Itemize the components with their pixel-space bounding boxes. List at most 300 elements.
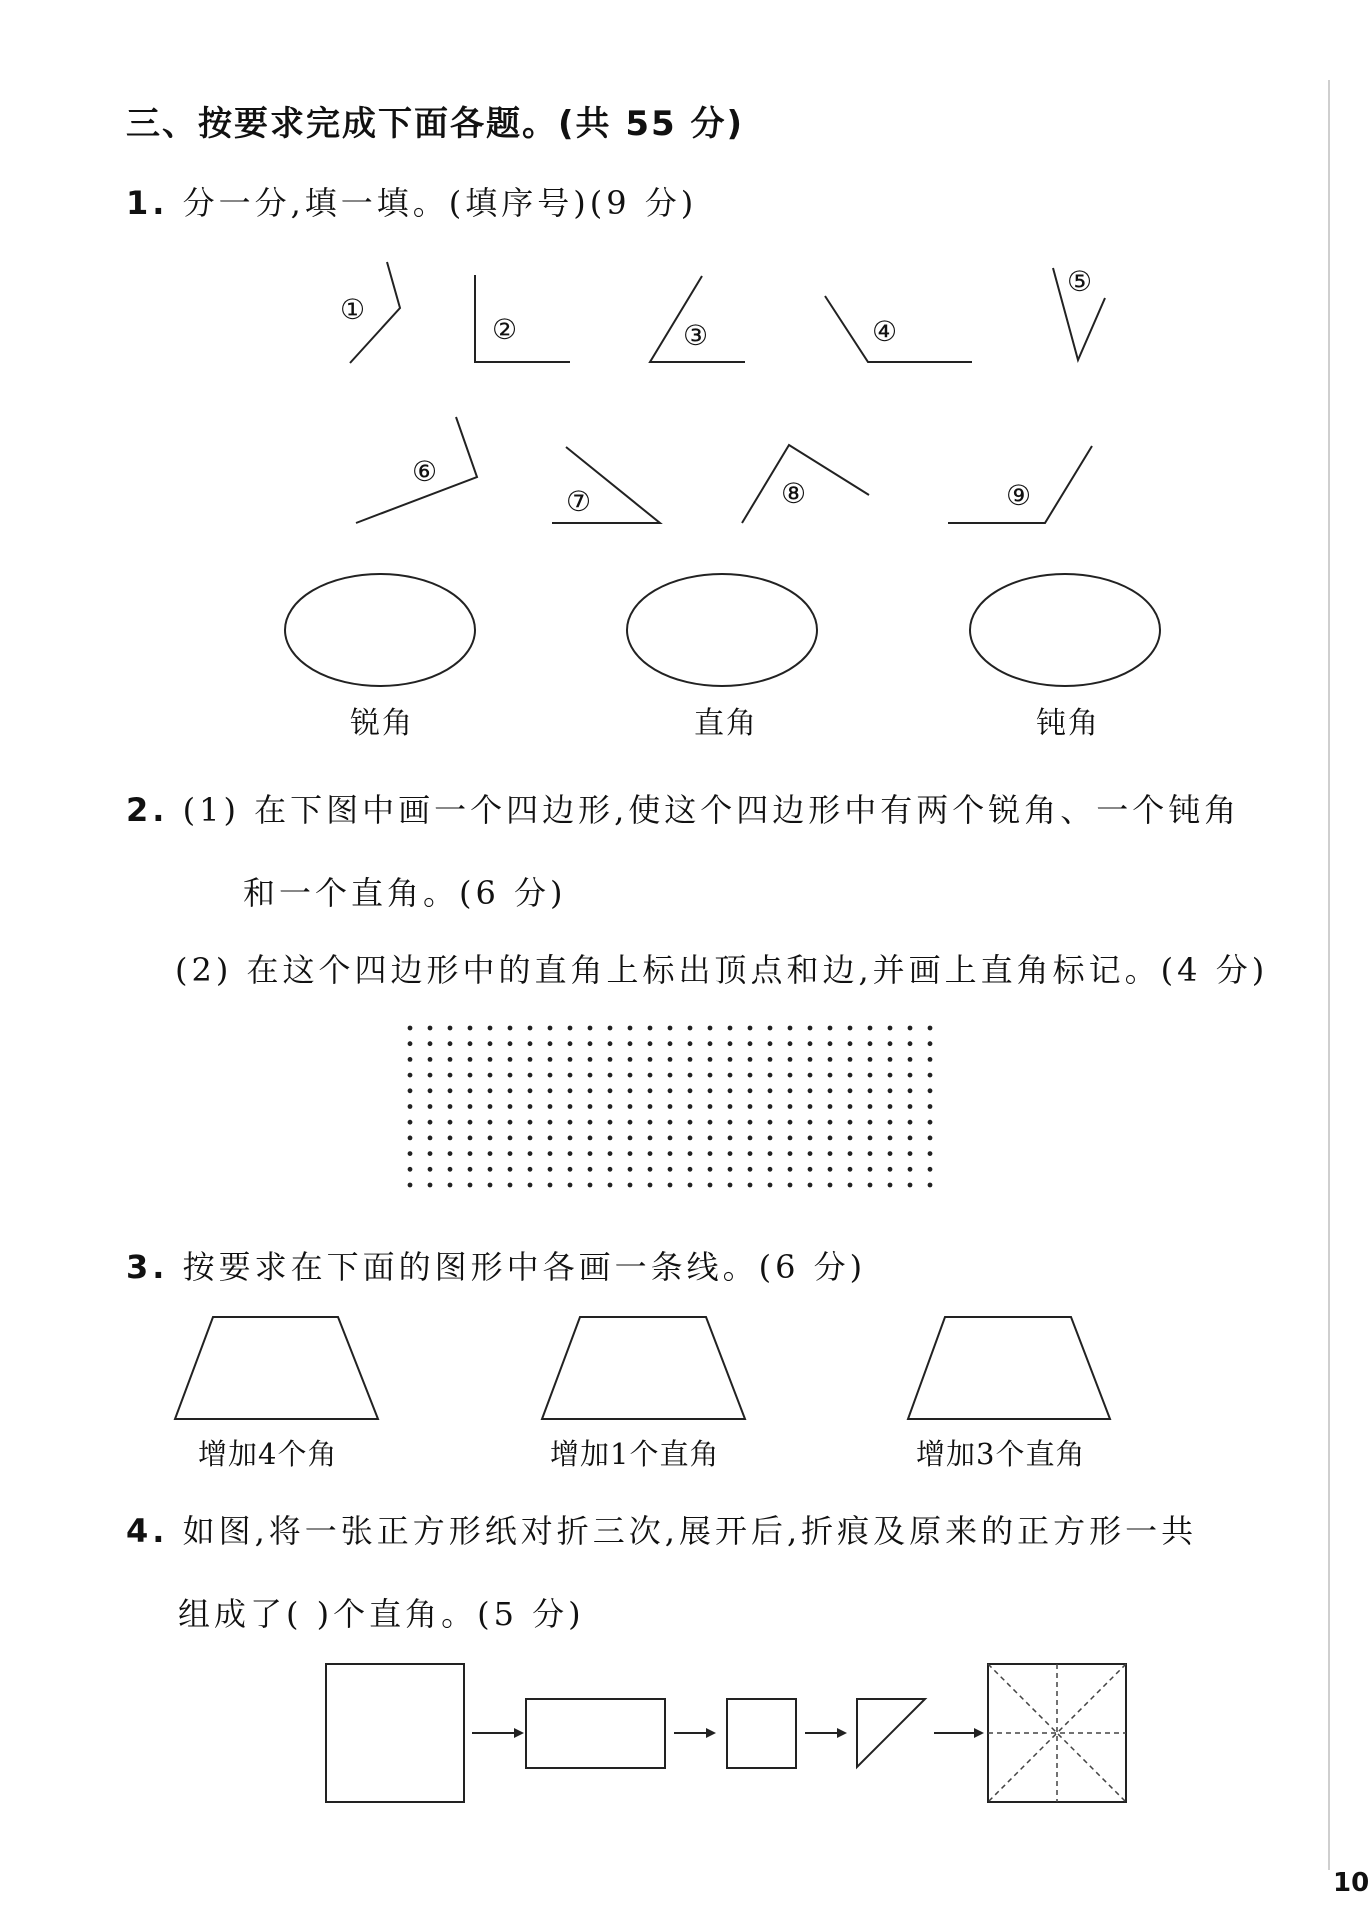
grid-dot (628, 1167, 633, 1172)
grid-dot (768, 1057, 773, 1062)
label-right-angle: 直角 (694, 706, 758, 741)
grid-dot (688, 1183, 693, 1188)
grid-dot (668, 1026, 673, 1031)
grid-dot (488, 1073, 493, 1078)
grid-dot (508, 1167, 513, 1172)
grid-dot (648, 1183, 653, 1188)
grid-dot (628, 1136, 633, 1141)
grid-dot (648, 1088, 653, 1093)
grid-dot (908, 1183, 913, 1188)
grid-dot (428, 1136, 433, 1141)
grid-dot (928, 1088, 933, 1093)
grid-dot (868, 1151, 873, 1156)
grid-dot (488, 1041, 493, 1046)
grid-dot (588, 1104, 593, 1109)
grid-dot (748, 1183, 753, 1188)
grid-dot (768, 1041, 773, 1046)
grid-dot (868, 1136, 873, 1141)
grid-dot (868, 1057, 873, 1062)
grid-dot (908, 1057, 913, 1062)
arrow-icon (674, 1728, 716, 1738)
grid-dot (628, 1026, 633, 1031)
question-2-line-2: 和一个直角。(6 分) (243, 874, 567, 912)
grid-dot (768, 1104, 773, 1109)
grid-dot (408, 1041, 413, 1046)
grid-dot (688, 1104, 693, 1109)
grid-dot (408, 1136, 413, 1141)
grid-dot (508, 1183, 513, 1188)
grid-dot (548, 1073, 553, 1078)
grid-dot (568, 1151, 573, 1156)
grid-dot (608, 1120, 613, 1125)
angle-label-3: ③ (683, 319, 709, 352)
grid-dot (888, 1120, 893, 1125)
grid-dot (608, 1026, 613, 1031)
grid-dot (768, 1151, 773, 1156)
grid-dot (468, 1120, 473, 1125)
grid-dot (708, 1104, 713, 1109)
trapezoid-3[interactable] (908, 1317, 1110, 1419)
grid-dot (488, 1026, 493, 1031)
angle-label-5: ⑤ (1067, 265, 1093, 298)
grid-dot (728, 1151, 733, 1156)
grid-dot (588, 1073, 593, 1078)
grid-dot (668, 1073, 673, 1078)
grid-dot (628, 1073, 633, 1078)
grid-dot (828, 1073, 833, 1078)
grid-dot (708, 1151, 713, 1156)
page-number: 10 (1333, 1868, 1369, 1898)
grid-dot (608, 1041, 613, 1046)
grid-dot (848, 1057, 853, 1062)
grid-dot (468, 1183, 473, 1188)
grid-dot (808, 1136, 813, 1141)
grid-dot (728, 1120, 733, 1125)
grid-dot (788, 1120, 793, 1125)
grid-dot (928, 1057, 933, 1062)
grid-dot (668, 1167, 673, 1172)
grid-dot (468, 1136, 473, 1141)
grid-dot (848, 1183, 853, 1188)
grid-dot (508, 1057, 513, 1062)
grid-dot (528, 1120, 533, 1125)
grid-dot (448, 1057, 453, 1062)
grid-dot (528, 1026, 533, 1031)
caption-trapezoid-3: 增加3个直角 (916, 1437, 1086, 1471)
grid-dot (628, 1057, 633, 1062)
grid-dot (628, 1151, 633, 1156)
grid-dot (528, 1183, 533, 1188)
grid-dot (828, 1120, 833, 1125)
grid-dot (648, 1041, 653, 1046)
grid-dot (888, 1136, 893, 1141)
trapezoid-1[interactable] (175, 1317, 378, 1419)
grid-dot (668, 1088, 673, 1093)
grid-dot (888, 1041, 893, 1046)
grid-dot (688, 1026, 693, 1031)
grid-dot (408, 1073, 413, 1078)
grid-dot (648, 1151, 653, 1156)
angle-label-4: ④ (872, 315, 898, 348)
grid-dot (908, 1104, 913, 1109)
grid-dot (868, 1167, 873, 1172)
grid-dot (708, 1183, 713, 1188)
grid-dot (508, 1041, 513, 1046)
grid-dot (548, 1104, 553, 1109)
grid-dot (548, 1057, 553, 1062)
grid-dot (688, 1041, 693, 1046)
grid-dot (868, 1041, 873, 1046)
grid-dot (588, 1151, 593, 1156)
grid-dot (848, 1026, 853, 1031)
grid-dot (408, 1183, 413, 1188)
grid-dot (648, 1026, 653, 1031)
caption-trapezoid-2: 增加1个直角 (550, 1437, 720, 1471)
grid-dot (728, 1088, 733, 1093)
grid-dot (528, 1041, 533, 1046)
grid-dot (928, 1167, 933, 1172)
fold-step-small-square (727, 1699, 796, 1768)
grid-dot (848, 1151, 853, 1156)
grid-dot (908, 1041, 913, 1046)
grid-dot (768, 1120, 773, 1125)
grid-dot (648, 1057, 653, 1062)
grid-dot (668, 1136, 673, 1141)
grid-dot (828, 1026, 833, 1031)
grid-dot (868, 1026, 873, 1031)
grid-dot (648, 1104, 653, 1109)
grid-dot (928, 1183, 933, 1188)
question-2-part-2: (2) 在这个四边形中的直角上标出顶点和边,并画上直角标记。(4 分) (175, 951, 1269, 989)
question-1-text: 分一分,填一填。(填序号)(9 分) (182, 184, 698, 222)
grid-dot (448, 1183, 453, 1188)
grid-dot (708, 1041, 713, 1046)
question-4-line-2[interactable]: 组成了( )个直角。(5 分) (178, 1595, 585, 1633)
grid-dot (728, 1026, 733, 1031)
question-3 (126, 1242, 866, 1288)
grid-dot (488, 1167, 493, 1172)
grid-dot (768, 1088, 773, 1093)
grid-dot (428, 1183, 433, 1188)
grid-dot (408, 1104, 413, 1109)
grid-dot (528, 1151, 533, 1156)
grid-dot (588, 1167, 593, 1172)
grid-dot (428, 1167, 433, 1172)
grid-dot (608, 1183, 613, 1188)
grid-dot (728, 1073, 733, 1078)
angle-label-2: ② (492, 313, 518, 346)
grid-dot (608, 1136, 613, 1141)
grid-dot (888, 1073, 893, 1078)
grid-dot (548, 1167, 553, 1172)
unfolded-square (988, 1664, 1126, 1802)
grid-dot (728, 1183, 733, 1188)
grid-dot (468, 1026, 473, 1031)
obtuse-angle-oval[interactable] (970, 574, 1160, 686)
grid-dot (508, 1073, 513, 1078)
grid-dot (668, 1151, 673, 1156)
grid-dot (788, 1057, 793, 1062)
grid-dot (748, 1120, 753, 1125)
page-edge-divider (1328, 80, 1330, 1870)
grid-dot (468, 1041, 473, 1046)
grid-dot (448, 1026, 453, 1031)
caption-trapezoid-1: 增加4个角 (198, 1437, 338, 1471)
grid-dot (748, 1104, 753, 1109)
grid-dot (448, 1151, 453, 1156)
grid-dot (828, 1151, 833, 1156)
grid-dot (828, 1041, 833, 1046)
grid-dot (428, 1104, 433, 1109)
grid-dot (468, 1057, 473, 1062)
grid-dot (908, 1073, 913, 1078)
grid-dot (908, 1088, 913, 1093)
grid-dot (708, 1026, 713, 1031)
grid-dot (808, 1167, 813, 1172)
label-obtuse-angle: 钝角 (1036, 706, 1100, 741)
grid-dot (868, 1088, 873, 1093)
grid-dot (408, 1120, 413, 1125)
grid-dot (548, 1151, 553, 1156)
grid-dot (728, 1136, 733, 1141)
grid-dot (848, 1088, 853, 1093)
grid-dot (468, 1104, 473, 1109)
grid-dot (928, 1120, 933, 1125)
grid-dot (748, 1026, 753, 1031)
grid-dot (448, 1136, 453, 1141)
grid-dot (788, 1088, 793, 1093)
grid-dot (768, 1167, 773, 1172)
angle-label-9: ⑨ (1006, 479, 1032, 512)
grid-dot (768, 1026, 773, 1031)
grid-dot (808, 1073, 813, 1078)
question-2-part-1: (1) 在下图中画一个四边形,使这个四边形中有两个锐角、一个钝角 (182, 791, 1241, 829)
grid-dot (908, 1167, 913, 1172)
grid-dot (488, 1183, 493, 1188)
grid-dot (688, 1151, 693, 1156)
grid-dot (508, 1120, 513, 1125)
grid-dot (728, 1167, 733, 1172)
grid-dot (428, 1073, 433, 1078)
fold-step-rectangle (526, 1699, 665, 1768)
grid-dot (648, 1073, 653, 1078)
grid-dot (748, 1041, 753, 1046)
grid-dot (568, 1104, 573, 1109)
grid-dot (688, 1088, 693, 1093)
grid-dot (588, 1088, 593, 1093)
grid-dot (908, 1136, 913, 1141)
grid-dot (428, 1120, 433, 1125)
grid-dot (448, 1167, 453, 1172)
grid-dot (908, 1026, 913, 1031)
grid-dot (808, 1041, 813, 1046)
grid-dot (888, 1151, 893, 1156)
acute-angle-oval[interactable] (285, 574, 475, 686)
grid-dot (788, 1026, 793, 1031)
grid-dot (788, 1073, 793, 1078)
fold-step-square (326, 1664, 464, 1802)
grid-dot (928, 1104, 933, 1109)
grid-dot (508, 1026, 513, 1031)
grid-dot (528, 1167, 533, 1172)
grid-dot (408, 1167, 413, 1172)
grid-dot (428, 1088, 433, 1093)
grid-dot (788, 1183, 793, 1188)
section-title: 三、按要求完成下面各题。(共 55 分) (126, 104, 745, 144)
grid-dot (788, 1041, 793, 1046)
grid-dot (408, 1088, 413, 1093)
grid-dot (728, 1104, 733, 1109)
grid-dot (708, 1167, 713, 1172)
grid-dot (548, 1120, 553, 1125)
grid-dot (408, 1151, 413, 1156)
question-1-number: 1. (126, 184, 169, 222)
grid-dot (868, 1120, 873, 1125)
grid-dot (528, 1088, 533, 1093)
question-2-line-1 (126, 785, 1240, 831)
angle-label-7: ⑦ (566, 485, 592, 518)
grid-dot (908, 1151, 913, 1156)
grid-dot (528, 1104, 533, 1109)
grid-dot (648, 1167, 653, 1172)
grid-dot (668, 1104, 673, 1109)
grid-dot (848, 1104, 853, 1109)
grid-dot (848, 1073, 853, 1078)
grid-dot (588, 1183, 593, 1188)
grid-dot (628, 1041, 633, 1046)
grid-dot (568, 1088, 573, 1093)
angle-label-8: ⑧ (781, 477, 807, 510)
grid-dot (468, 1151, 473, 1156)
grid-dot (848, 1167, 853, 1172)
grid-dot (868, 1073, 873, 1078)
grid-dot (868, 1183, 873, 1188)
grid-dot (688, 1136, 693, 1141)
grid-dot (688, 1120, 693, 1125)
grid-dot (588, 1136, 593, 1141)
grid-dot (448, 1073, 453, 1078)
question-4-line-1 (126, 1506, 1197, 1552)
grid-dot (908, 1120, 913, 1125)
grid-dot (768, 1136, 773, 1141)
trapezoid-2[interactable] (542, 1317, 745, 1419)
grid-dot (508, 1136, 513, 1141)
dot-grid[interactable] (408, 1026, 933, 1188)
angle-label-6: ⑥ (412, 455, 438, 488)
grid-dot (608, 1073, 613, 1078)
grid-dot (828, 1167, 833, 1172)
grid-dot (488, 1151, 493, 1156)
label-acute-angle: 锐角 (350, 706, 414, 741)
question-2-number: 2. (126, 791, 169, 829)
grid-dot (528, 1073, 533, 1078)
grid-dot (828, 1104, 833, 1109)
grid-dot (608, 1057, 613, 1062)
grid-dot (808, 1120, 813, 1125)
grid-dot (688, 1167, 693, 1172)
grid-dot (808, 1057, 813, 1062)
grid-dot (748, 1151, 753, 1156)
grid-dot (928, 1136, 933, 1141)
grid-dot (708, 1136, 713, 1141)
grid-dot (428, 1057, 433, 1062)
grid-dot (508, 1151, 513, 1156)
grid-dot (548, 1088, 553, 1093)
question-4-text: 如图,将一张正方形纸对折三次,展开后,折痕及原来的正方形一共 (182, 1512, 1198, 1550)
grid-dot (468, 1073, 473, 1078)
grid-dot (408, 1057, 413, 1062)
grid-dot (928, 1073, 933, 1078)
grid-dot (448, 1104, 453, 1109)
grid-dot (448, 1041, 453, 1046)
grid-dot (708, 1057, 713, 1062)
grid-dot (568, 1057, 573, 1062)
grid-dot (828, 1136, 833, 1141)
grid-dot (888, 1167, 893, 1172)
grid-dot (568, 1167, 573, 1172)
grid-dot (828, 1088, 833, 1093)
right-angle-oval[interactable] (627, 574, 817, 686)
grid-dot (888, 1088, 893, 1093)
grid-dot (708, 1073, 713, 1078)
grid-dot (808, 1104, 813, 1109)
grid-dot (428, 1151, 433, 1156)
grid-dot (788, 1104, 793, 1109)
grid-dot (488, 1104, 493, 1109)
grid-dot (808, 1183, 813, 1188)
grid-dot (788, 1167, 793, 1172)
grid-dot (808, 1088, 813, 1093)
angle-4 (825, 296, 972, 362)
grid-dot (548, 1041, 553, 1046)
grid-dot (708, 1120, 713, 1125)
grid-dot (568, 1120, 573, 1125)
grid-dot (528, 1057, 533, 1062)
arrow-icon (472, 1728, 524, 1738)
grid-dot (668, 1183, 673, 1188)
grid-dot (768, 1073, 773, 1078)
grid-dot (868, 1104, 873, 1109)
grid-dot (608, 1151, 613, 1156)
grid-dot (448, 1088, 453, 1093)
grid-dot (548, 1136, 553, 1141)
grid-dot (508, 1088, 513, 1093)
grid-dot (888, 1183, 893, 1188)
grid-dot (888, 1026, 893, 1031)
grid-dot (888, 1104, 893, 1109)
grid-dot (928, 1151, 933, 1156)
grid-dot (608, 1088, 613, 1093)
grid-dot (928, 1026, 933, 1031)
grid-dot (588, 1120, 593, 1125)
grid-dot (588, 1041, 593, 1046)
grid-dot (568, 1136, 573, 1141)
grid-dot (488, 1136, 493, 1141)
angle-label-1: ① (340, 293, 366, 326)
grid-dot (528, 1136, 533, 1141)
grid-dot (628, 1104, 633, 1109)
grid-dot (728, 1041, 733, 1046)
grid-dot (748, 1136, 753, 1141)
grid-dot (788, 1151, 793, 1156)
grid-dot (668, 1057, 673, 1062)
grid-dot (588, 1057, 593, 1062)
grid-dot (628, 1088, 633, 1093)
question-3-number: 3. (126, 1248, 169, 1286)
question-4-number: 4. (126, 1512, 169, 1550)
grid-dot (748, 1088, 753, 1093)
grid-dot (808, 1026, 813, 1031)
